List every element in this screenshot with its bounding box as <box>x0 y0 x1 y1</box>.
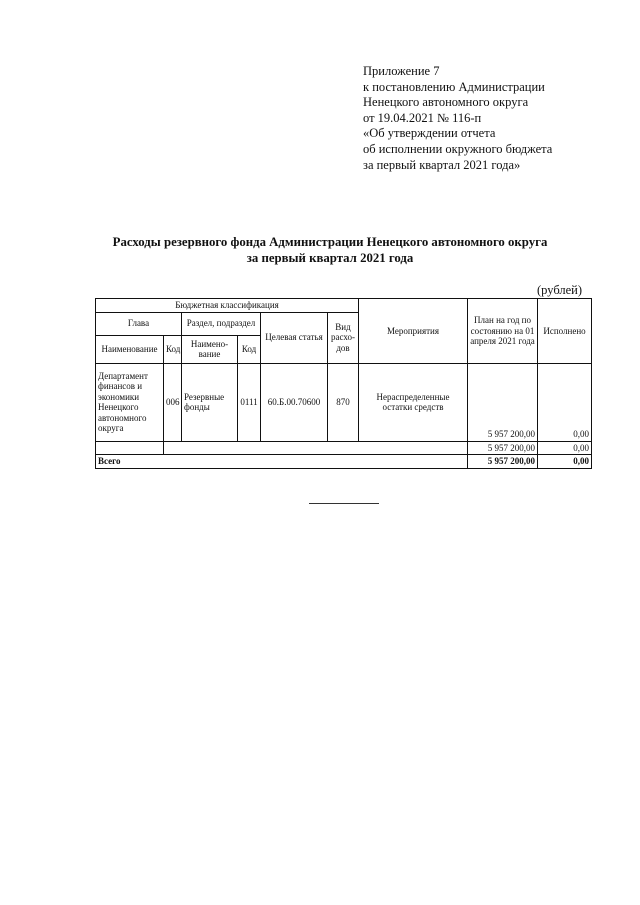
cell-total-label: Всего <box>96 455 468 469</box>
appendix-line: за первый квартал 2021 года» <box>363 157 521 172</box>
appendix-line: об исполнении окружного бюджета <box>363 141 553 156</box>
cell-total-ispolneno: 0,00 <box>538 455 592 469</box>
reserve-fund-table <box>95 298 592 469</box>
cell-kod: 006 <box>164 363 182 441</box>
cell-department: Департамент финансов и экономики Ненецкого автономного округа <box>96 363 164 441</box>
header-naimenovanie: Наименование <box>96 335 164 363</box>
header-meropriyatiya: Мероприятия <box>359 299 468 364</box>
cell-meropriyatie: Нераспределенные остатки средств <box>359 363 468 441</box>
table-row-subtotal <box>96 441 592 455</box>
header-plan: План на год по состоянию на 01 апреля 2021 года <box>468 299 538 364</box>
cell-total-plan: 5 957 200,00 <box>468 455 538 469</box>
header-celevaya: Целевая статья <box>261 312 328 363</box>
appendix-line: к постановлению Администрации <box>363 79 545 94</box>
title-line-2: за первый квартал 2021 года <box>246 251 414 265</box>
appendix-line: от 19.04.2021 № 116-п <box>363 110 482 125</box>
appendix-line: Приложение 7 <box>363 64 440 78</box>
header-glava: Глава <box>96 312 182 335</box>
header-razdel: Раздел, подраздел <box>182 312 261 335</box>
separator-line <box>309 503 379 504</box>
title-line-1: Расходы резервного фонда Администрации Ненецкого автономного округа <box>112 235 548 249</box>
cell-subtotal-ispolneno: 0,00 <box>538 441 592 455</box>
cell-celevaya: 60.Б.00.70600 <box>261 363 328 441</box>
header-naimenovanie-razdel: Наимено-вание <box>182 335 238 363</box>
header-vid: Вид расхо-дов <box>328 312 359 363</box>
appendix-block <box>363 64 633 173</box>
cell-plan: 5 957 200,00 <box>468 363 538 441</box>
cell-empty-span <box>164 441 468 455</box>
table-row-total <box>96 455 592 469</box>
appendix-line: «Об утверждении отчета <box>363 126 496 141</box>
document-title <box>60 234 600 266</box>
appendix-line: Ненецкого автономного округа <box>363 95 529 110</box>
table-row <box>96 363 592 441</box>
header-ispolneno: Исполнено <box>538 299 592 364</box>
cell-vid: 870 <box>328 363 359 441</box>
cell-empty <box>96 441 164 455</box>
header-kod: Код <box>164 335 182 363</box>
cell-subtotal-plan: 5 957 200,00 <box>468 441 538 455</box>
cell-ispolneno: 0,00 <box>538 363 592 441</box>
cell-razdel-kod: 0111 <box>238 363 261 441</box>
units-label: (рублей) <box>537 283 583 297</box>
cell-razdel-name: Резервные фонды <box>182 363 238 441</box>
header-kod-razdel: Код <box>238 335 261 363</box>
header-budget-classification: Бюджетная классификация <box>96 299 359 313</box>
